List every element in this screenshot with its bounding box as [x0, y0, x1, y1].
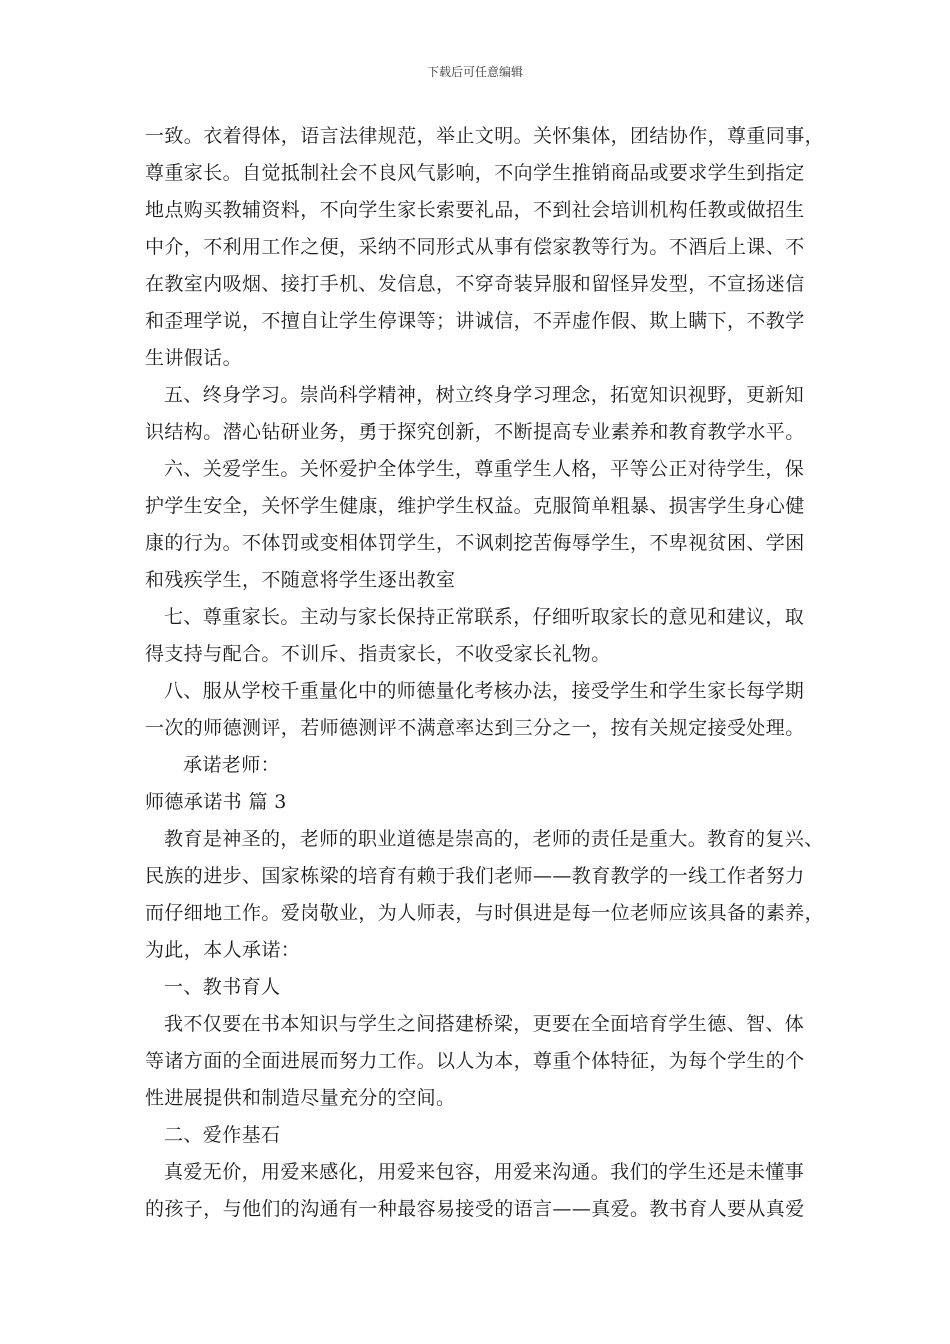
- text-line: 和残疾学生，不随意将学生逐出教室: [145, 569, 456, 591]
- page-header: 下载后可任意编辑: [426, 65, 523, 79]
- text-line: 中介，不利用工作之便，采纳不同形式从事有偿家教等行为。不酒后上课、不: [145, 236, 805, 258]
- text-line: 性进展提供和制造尽量充分的空间。: [145, 1087, 456, 1109]
- document-body: [145, 118, 825, 1228]
- text-line: 识结构。潜心钻研业务，勇于探究创新，不断提高专业素养和教育教学水平。: [145, 421, 805, 443]
- text-line: 地点购买教辅资料，不向学生家长索要礼品，不到社会培训机构任教或做招生: [145, 199, 805, 221]
- text-line: 等诸方面的全面进展而努力工作。以人为本，尊重个体特征，为每个学生的个: [145, 1050, 805, 1072]
- text-line: 得支持与配合。不训斥、指责家长，不收受家长礼物。: [145, 643, 611, 665]
- text-line: 一致。衣着得体，语言法律规范，举止文明。关怀集体，团结协作，尊重同事，: [145, 125, 825, 147]
- signature-label: 承诺老师：: [183, 754, 281, 776]
- section-title: 师德承诺书 篇 3: [145, 791, 287, 813]
- text-line: 生讲假话。: [145, 347, 243, 369]
- text-line: 的孩子，与他们的沟通有一种最容易接受的语言——真爱。教书育人要从真爱: [145, 1198, 805, 1220]
- text-line: 康的行为。不体罚或变相体罚学生，不讽刺挖苦侮辱学生，不卑视贫困、学困: [145, 532, 805, 554]
- section-eight-line: 八、服从学校千重量化中的师德量化考核办法，接受学生和学生家长每学期: [164, 680, 805, 702]
- paragraph-start: 教育是神圣的，老师的职业道德是崇高的，老师的责任是重大。教育的复兴、: [164, 828, 824, 850]
- text-line: 而仔细地工作。爱岗敬业，为人师表，与时俱进是每一位老师应该具备的素养，: [145, 902, 825, 924]
- text-line: 为此，本人承诺：: [145, 939, 301, 961]
- text-line: 在教室内吸烟、接打手机、发信息，不穿奇装异服和留怪异发型，不宣扬迷信: [145, 273, 805, 295]
- text-line: 一次的师德测评，若师德测评不满意率达到三分之一，按有关规定接受处理。: [145, 717, 805, 739]
- paragraph-start: 真爱无价，用爱来感化，用爱来包容，用爱来沟通。我们的学生还是未懂事: [164, 1161, 805, 1183]
- text-line: 民族的进步、国家栋梁的培育有赖于我们老师——教育教学的一线工作者努力: [145, 865, 805, 887]
- paragraph-start: 我不仅要在书本知识与学生之间搭建桥梁，更要在全面培育学生德、智、体: [164, 1013, 805, 1035]
- text-line: 尊重家长。自觉抵制社会不良风气影响，不向学生推销商品或要求学生到指定: [145, 162, 805, 184]
- section-five-line: 五、终身学习。崇尚科学精神，树立终身学习理念，拓宽知识视野，更新知: [164, 384, 805, 406]
- text-line: 护学生安全，关怀学生健康，维护学生权益。克服简单粗暴、损害学生身心健: [145, 495, 805, 517]
- section-seven-line: 七、尊重家长。主动与家长保持正常联系，仔细听取家长的意见和建议，取: [164, 606, 805, 628]
- subheading: 一、教书育人: [164, 976, 281, 998]
- subheading: 二、爱作基石: [164, 1124, 281, 1146]
- section-six-line: 六、关爱学生。关怀爱护全体学生，尊重学生人格，平等公正对待学生，保: [164, 458, 805, 480]
- text-line: 和歪理学说，不擅自让学生停课等；讲诚信，不弄虚作假、欺上瞒下，不教学: [145, 310, 805, 332]
